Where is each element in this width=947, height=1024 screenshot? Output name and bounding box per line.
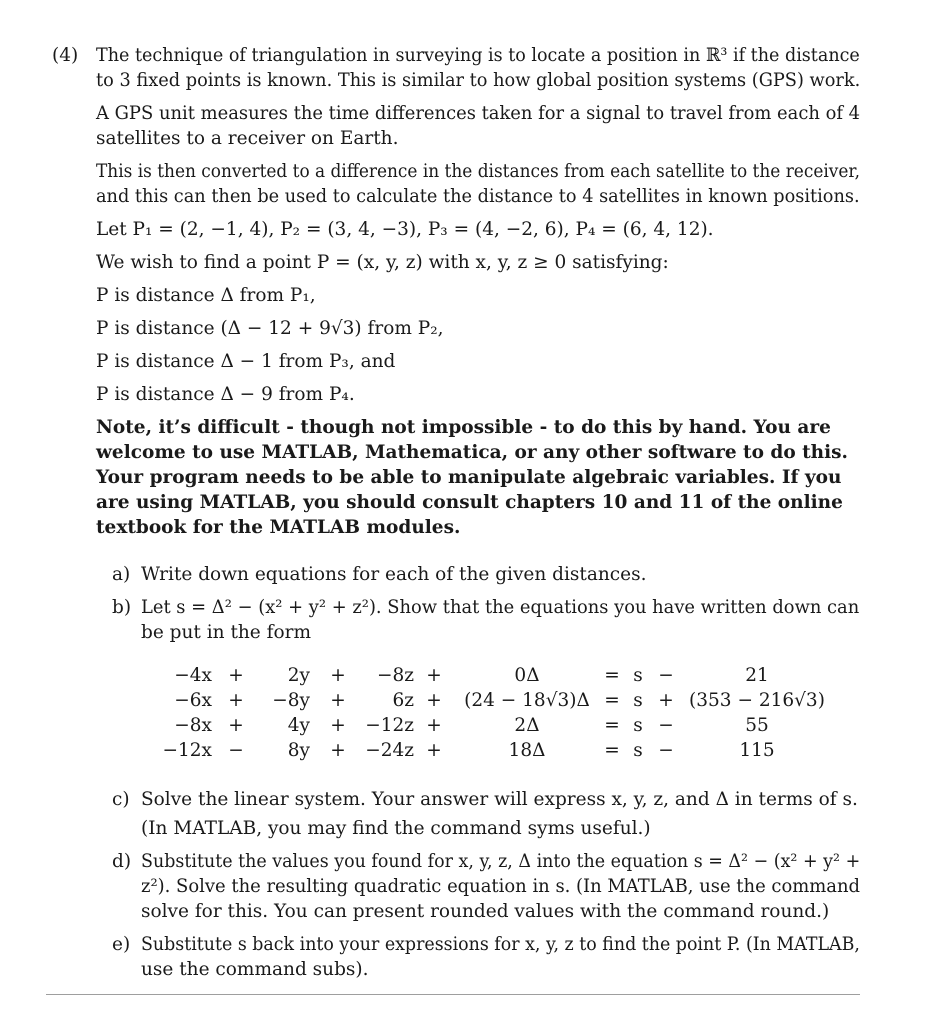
operator: + bbox=[330, 740, 346, 761]
part-c-label: c) bbox=[112, 789, 130, 810]
coef-z: −24z bbox=[365, 740, 414, 761]
operator: − bbox=[228, 740, 244, 761]
equals-sign: = bbox=[604, 740, 620, 761]
operator: + bbox=[330, 690, 346, 711]
coef-delta: (24 − 18√3)Δ bbox=[464, 690, 590, 711]
part-d-label: d) bbox=[112, 851, 132, 872]
equals-sign: = bbox=[604, 665, 620, 686]
convert-line-2: and this can then be used to calculate the distance to 4 satellites in known positions. bbox=[96, 186, 860, 207]
part-d-text-1: Substitute the values you found for x, y, z, Δ into the equation s = Δ² − (x² + y² + bbox=[141, 851, 861, 872]
part-c-text-2: (In MATLAB, you may find the command syms useful.) bbox=[141, 818, 651, 839]
coef-y: 8y bbox=[287, 740, 310, 761]
intro-line-1: The technique of triangulation in surveying is to locate a position in ℝ³ if the distance bbox=[96, 45, 860, 66]
coef-x: −4x bbox=[174, 665, 212, 686]
note-line-4: are using MATLAB, you should consult chapters 10 and 11 of the online bbox=[96, 492, 843, 513]
part-b-text-1: Let s = Δ² − (x² + y² + z²). Show that the equations you have written down can bbox=[141, 597, 860, 618]
operator: + bbox=[330, 715, 346, 736]
coef-delta: 18Δ bbox=[508, 740, 546, 761]
note-line-1: Note, it’s difficult - though not impossible - to do this by hand. You are bbox=[96, 417, 831, 438]
constant: 115 bbox=[739, 740, 775, 761]
equals-sign: = bbox=[604, 690, 620, 711]
coef-x: −8x bbox=[174, 715, 212, 736]
note-line-2: welcome to use MATLAB, Mathematica, or any other software to do this. bbox=[96, 442, 848, 463]
operator: + bbox=[426, 665, 442, 686]
operator: + bbox=[426, 715, 442, 736]
operator: − bbox=[658, 740, 674, 761]
part-b-label: b) bbox=[112, 597, 132, 618]
points-definition: Let P₁ = (2, −1, 4), P₂ = (3, 4, −3), P₃ = (4, −2, 6), P₄ = (6, 4, 12). bbox=[96, 219, 714, 240]
condition-4: P is distance Δ − 9 from P₄. bbox=[96, 384, 355, 405]
variable-s: s bbox=[633, 690, 643, 711]
coef-x: −6x bbox=[174, 690, 212, 711]
equals-sign: = bbox=[604, 715, 620, 736]
coef-delta: 2Δ bbox=[514, 715, 540, 736]
constant: 21 bbox=[745, 665, 769, 686]
operator: + bbox=[426, 690, 442, 711]
condition-1: P is distance Δ from P₁, bbox=[96, 285, 316, 306]
operator: − bbox=[658, 715, 674, 736]
operator: + bbox=[228, 665, 244, 686]
coef-z: −12z bbox=[365, 715, 414, 736]
part-a-text: Write down equations for each of the given distances. bbox=[141, 564, 647, 585]
condition-3: P is distance Δ − 1 from P₃, and bbox=[96, 351, 396, 372]
variable-s: s bbox=[633, 740, 643, 761]
bottom-divider bbox=[46, 994, 860, 995]
part-c-text-1: Solve the linear system. Your answer will express x, y, z, and Δ in terms of s. bbox=[141, 789, 858, 810]
part-d-text-2: z²). Solve the resulting quadratic equation in s. (In MATLAB, use the command bbox=[141, 876, 861, 897]
coef-y: 2y bbox=[287, 665, 310, 686]
part-e-label: e) bbox=[112, 934, 131, 955]
coef-z: −8z bbox=[376, 665, 414, 686]
part-a-label: a) bbox=[112, 564, 131, 585]
part-d-text-3: solve for this. You can present rounded values with the command round.) bbox=[141, 901, 830, 922]
convert-line-1: This is then converted to a difference in the distances from each satellite to the receiver, bbox=[96, 161, 861, 182]
condition-2: P is distance (Δ − 12 + 9√3) from P₂, bbox=[96, 318, 444, 339]
operator: + bbox=[426, 740, 442, 761]
note-line-5: textbook for the MATLAB modules. bbox=[96, 517, 461, 538]
problem-number: (4) bbox=[52, 45, 79, 66]
operator: + bbox=[228, 715, 244, 736]
part-b-text-2: be put in the form bbox=[141, 622, 312, 643]
wish-statement: We wish to find a point P = (x, y, z) with x, y, z ≥ 0 satisfying: bbox=[96, 252, 669, 273]
operator: + bbox=[228, 690, 244, 711]
coef-z: 6z bbox=[392, 690, 414, 711]
coef-y: −8y bbox=[272, 690, 310, 711]
operator: − bbox=[658, 665, 674, 686]
constant: (353 − 216√3) bbox=[689, 690, 825, 711]
part-e-text-2: use the command subs). bbox=[141, 959, 369, 980]
coef-y: 4y bbox=[287, 715, 310, 736]
coef-delta: 0Δ bbox=[514, 665, 540, 686]
coef-x: −12x bbox=[162, 740, 212, 761]
note-line-3: Your program needs to be able to manipulate algebraic variables. If you bbox=[96, 467, 842, 488]
gps-line-1: A GPS unit measures the time differences taken for a signal to travel from each of 4 bbox=[96, 103, 861, 124]
gps-line-2: satellites to a receiver on Earth. bbox=[96, 128, 399, 149]
intro-line-2: to 3 fixed points is known. This is similar to how global position systems (GPS) work. bbox=[96, 70, 861, 91]
variable-s: s bbox=[633, 665, 643, 686]
constant: 55 bbox=[745, 715, 769, 736]
part-e-text-1: Substitute s back into your expressions for x, y, z to find the point P. (In MATLAB, bbox=[141, 934, 860, 955]
operator: + bbox=[658, 690, 674, 711]
variable-s: s bbox=[633, 715, 643, 736]
operator: + bbox=[330, 665, 346, 686]
